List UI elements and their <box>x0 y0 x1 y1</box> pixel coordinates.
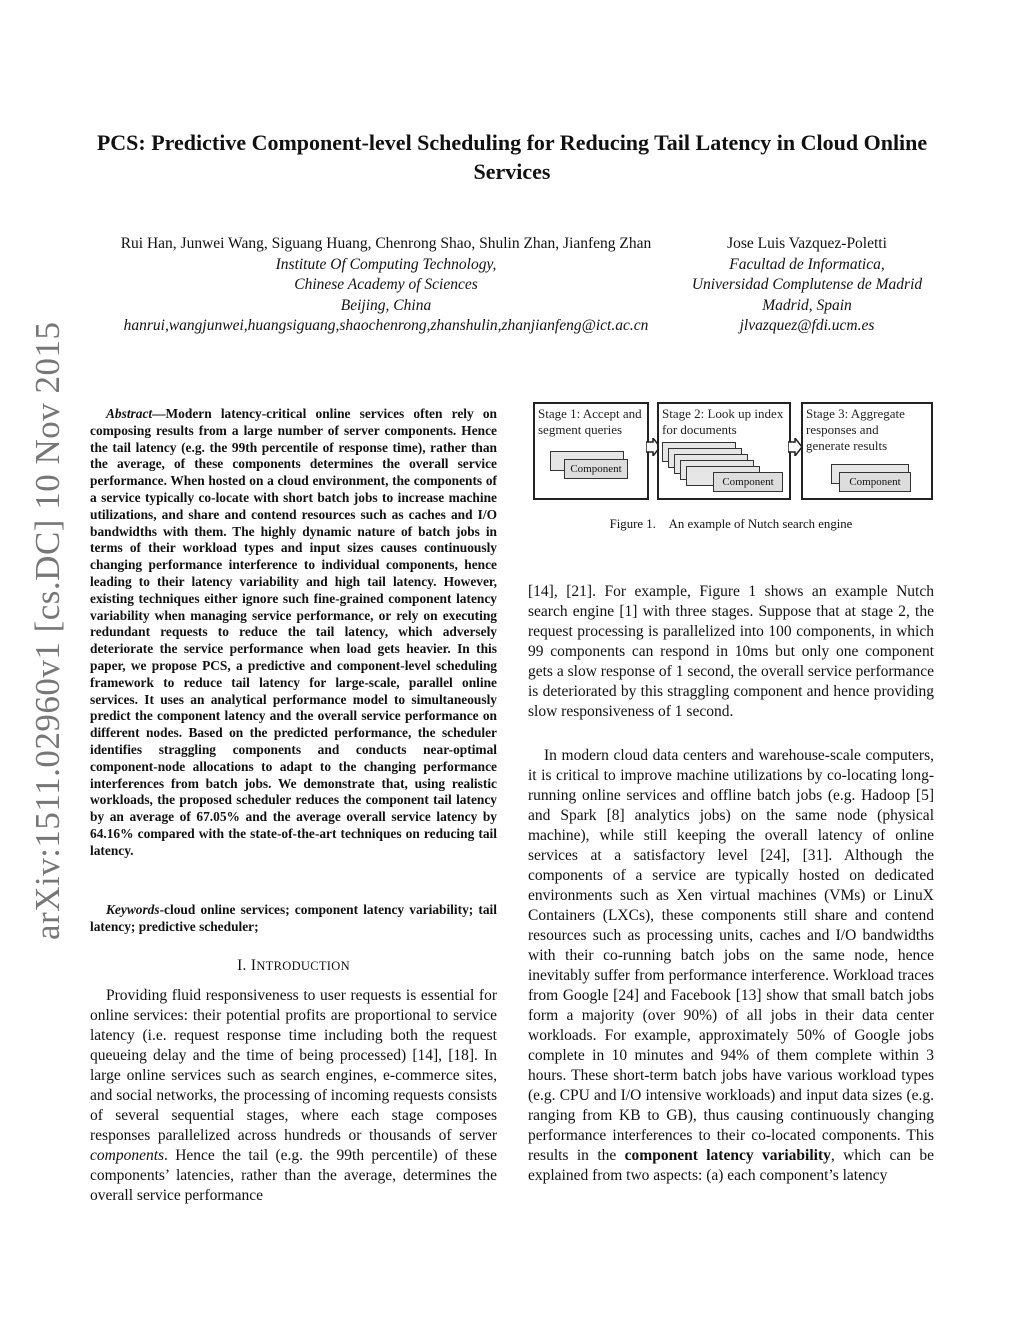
intro-paragraph-right-2 <box>528 746 934 1186</box>
citation-link[interactable]: [5] <box>915 787 934 804</box>
section-number: I. <box>237 957 251 974</box>
citation-link[interactable]: [8] <box>606 807 625 824</box>
citation-link[interactable]: [1] <box>619 603 638 620</box>
authors-right-block <box>676 234 938 337</box>
paragraph-text: In modern cloud data centers and warehouse-scale computers, it is critical to improve machine utilizations by co-locating long-running online services and offline batch jobs (e.g. Hadoop <box>528 747 934 804</box>
intro-text-3: . Hence the tail (e.g. the 99th percentile) of these components’ latencies, rather than the average, determines the overall service performance <box>90 1147 497 1204</box>
citation-link[interactable]: [24] <box>760 847 787 864</box>
arxiv-identifier: arXiv:1511.02960v1 [cs.DC] 10 Nov 2015 <box>28 321 67 940</box>
paragraph-text: . For example, Figure <box>592 583 749 600</box>
authors-left-block <box>88 234 684 337</box>
component-box: Component <box>839 472 911 492</box>
text-sep: , <box>786 847 803 864</box>
paragraph-text: shows an example Nutch search engine <box>528 583 934 620</box>
citation-link[interactable]: [18] <box>448 1047 475 1064</box>
section-first-letter: I <box>250 957 257 974</box>
citation-link[interactable]: [31] <box>802 847 829 864</box>
intro-emphasis: components <box>90 1147 165 1164</box>
keywords-label: Keywords <box>106 902 160 917</box>
intro-text-1: Providing fluid responsiveness to user requests is essential for online services: their potential profits are proportional to service latency (i.e. request response time including both the request queueing delay and the time of being processed) <box>90 987 497 1064</box>
citation-link[interactable]: [21] <box>566 583 593 600</box>
affiliation-city: Beijing, China <box>340 296 432 314</box>
paragraph-text: with three stages. Suppose that at stage 2, the request processing is parallelized into 100 components, in which 99 components can respond in 10ms but only one component gets a slow response of 1 second, the overall service performance is deteriorated by this straggling component and hence providing slow responsiveness of 1 second. <box>528 603 934 720</box>
paragraph-text: analytics jobs) on the same node (physical machine), while still keeping the overall latency of online services at a satisfactory level <box>528 807 934 864</box>
intro-sep: , <box>438 1047 449 1064</box>
affiliation-city-right: Madrid, Spain <box>762 296 852 314</box>
citation-link[interactable]: [14] <box>528 583 554 600</box>
figure-stage-1 <box>533 402 649 500</box>
affiliation-university: Universidad Complutense de Madrid <box>691 276 923 293</box>
bold-term: component latency variability <box>624 1147 831 1164</box>
intro-paragraph-right-1 <box>528 582 934 722</box>
author-emails: hanrui,wangjunwei,huangsiguang,shaochenrong,zhanshulin,zhanjianfeng@ict.ac.cn <box>123 317 649 334</box>
citation-link[interactable]: [24] <box>613 987 639 1004</box>
paragraph-text: . Although the components of a service are typically hosted on dedicated environments such as Xen virtual machines (VMs) or LinuX Containers (LXCs), these components still share and contend resources such as processing units, caches and I/O bandwidths with their co-running batch jobs on the same node, hence inevitably suffer from performance interference. Workload traces from Google <box>528 847 935 1004</box>
intro-text-2: . In large online services such as search engines, e-commerce sites, and social networks, the processing of incoming requests consists of several sequential stages, where each stage composes responses parallelized across hundreds or thousands of server <box>90 1047 497 1144</box>
arrow-right-icon <box>788 438 802 456</box>
stage-2-label: Stage 2: Look up index for documents <box>662 406 784 437</box>
figure-caption-text: An example of Nutch search engine <box>668 517 853 531</box>
figure-caption-number: Figure 1. <box>609 517 656 531</box>
author-email-right: jlvazquez@fdi.ucm.es <box>739 317 875 334</box>
abstract <box>90 406 497 860</box>
component-box: Component <box>564 459 628 479</box>
paragraph-text: and Facebook <box>638 987 736 1004</box>
figure-stage-2 <box>657 402 791 500</box>
paper-title: PCS: Predictive Component-level Scheduling for Reducing Tail Latency in Cloud Online Services <box>96 130 928 184</box>
author-name-right: Jose Luis Vazquez-Poletti <box>727 235 887 252</box>
stage-1-label: Stage 1: Accept and segment queries <box>538 406 642 437</box>
paragraph-text: , which can be explained from two aspects: (a) each component’s latency <box>528 1147 934 1184</box>
paragraph-text: and Spark <box>528 807 607 824</box>
figure-caption <box>528 517 934 532</box>
paragraph-text: show that small batch jobs form a majority (over 90%) of all jobs in their data center workloads. For example, approximately 50% of Google jobs complete in 10 minutes and 94% of them complete within 3 hours. These short-term batch jobs have various workload types (e.g. CPU and I/O intensive workloads) and input data sizes (e.g. ranging from KB to GB), thus causing continuously changing performance interferences to their co-located components. This results in the <box>528 987 934 1164</box>
affiliation-faculty: Facultad de Informatica, <box>729 255 885 273</box>
intro-paragraph-left <box>90 986 497 1206</box>
abstract-label: Abstract <box>106 406 153 421</box>
keywords-text: -cloud online services; component latency variability; tail latency; predictive scheduler; <box>90 902 497 934</box>
section-heading-introduction <box>90 957 497 975</box>
component-box: Component <box>713 472 783 492</box>
stage-3-label: Stage 3: Aggregate responses and generate results <box>806 406 905 453</box>
affiliation-academy: Chinese Academy of Sciences <box>294 276 478 293</box>
citation-link[interactable]: [13] <box>735 987 762 1004</box>
section-title-rest: NTRODUCTION <box>256 959 350 973</box>
abstract-text: —Modern latency-critical online services often rely on composing results from a large number of server components. Hence the tail latency (e.g. the 99th percentile of response time), rather than the average, of these components determines the overall service performance. When hosted on a cloud environment, the components of a service typically co-locate with short batch jobs to increase machine utilizations, and share and contend resources such as caches and I/O bandwidths with them. The highly dynamic nature of batch jobs in terms of their workload types and input sizes causes continuously changing performance interference to individual components, hence leading to their latency variability and high tail latency. However, existing techniques either ignore such fine-grained component latency variability when managing service performance, or rely on executing redundant requests to reduce the tail latency, which adversely deteriorate the service performance when load gets heavier. In this paper, we propose PCS, a predictive and component-level scheduling framework to reduce tail latency for large-scale, parallel online services. It uses an analytical performance model to simultaneously predict the component latency and the overall service performance on different nodes. Based on the predicted performance, the scheduler identifies straggling components and conducts near-optimal component-node allocations to adapt to the changing performance interferences from batch jobs. We demonstrate that, using realistic workloads, the proposed scheduler reduces the component tail latency by an average of 67.05% and the average overall service latency by 64.16% compared with the state-of-the-art techniques on reducing tail latency. <box>90 406 497 858</box>
keywords <box>90 902 497 936</box>
author-names: Rui Han, Junwei Wang, Siguang Huang, Chenrong Shao, Shulin Zhan, Jianfeng Zhan <box>120 235 652 252</box>
affiliation-institute: Institute Of Computing Technology, <box>275 255 497 273</box>
figure-link[interactable]: 1 <box>748 583 757 600</box>
text-sep: , <box>553 583 567 600</box>
figure-stage-3 <box>801 402 933 500</box>
citation-link[interactable]: [14] <box>412 1047 439 1064</box>
